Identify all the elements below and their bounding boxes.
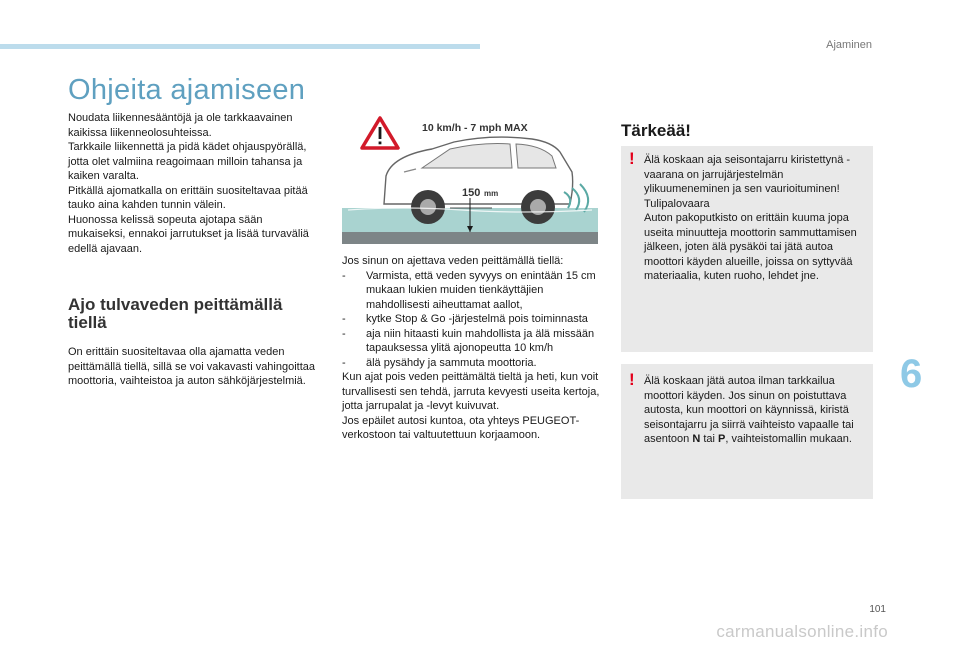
intro-paragraph: Huonossa kelissä sopeuta ajotapa sään mukaiseksi, ennakoi jarrutukset ja lisää turvaväliä edellä ajavaan. (68, 213, 309, 255)
list-item: - kytke Stop & Go -järjestelmä pois toiminnasta (342, 313, 588, 325)
page-number: 101 (869, 604, 886, 615)
warning-box (621, 146, 873, 352)
watermark: carmanualsonline.info (716, 622, 888, 641)
exclamation-icon: ! (629, 370, 635, 389)
speed-limit-label: 10 km/h - 7 mph MAX (422, 122, 528, 134)
road-surface (342, 232, 598, 244)
list-item-text: aja niin hitaasti kuin mahdollista ja älä missään tapauksessa ylitä ajonopeutta 10 km/h (366, 327, 595, 354)
depth-value: 150 (462, 187, 481, 199)
list-item-text: älä pysähdy ja sammuta moottoria. (366, 356, 537, 369)
chapter-number: 6 (900, 352, 923, 396)
gear-n: N (692, 433, 701, 445)
warning-text: Älä koskaan aja seisontajarru kiristettynä - vaarana on jarrujärjestelmän ylikuumeneminen ja sen vaurioituminen! (644, 154, 851, 195)
warning-text: Älä koskaan jätä autoa ilman tarkkailua moottori käyden. Jos sinun on poistuttava autosta, kun moottori on käynnissä, kiristä seisontajarru ja siirrä vaihteisto vapaalle tai asentoon N tai P, vaihteistomallin mukaan. (644, 375, 854, 445)
warning-text: Auton pakoputkisto on erittäin kuuma jopa useita minuutteja moottorin sammuttamisen jälkeen, joten älä pysäköi tai jätä autoa moottori käyden alueille, joissa on syttyvää materiaalia, kuten ruoho, lehdet jne. (644, 212, 857, 282)
header-bar (0, 44, 480, 49)
car-in-water-illustration (342, 112, 598, 244)
warning-text: Tulipalovaara (644, 197, 710, 210)
depth-unit: mm (484, 189, 499, 198)
intro-paragraph: Tarkkaile liikennettä ja pidä kädet ohjauspyörällä, jotta olet valmiina reagoimaan milloin tahansa ja kaiken varalta. (68, 141, 307, 182)
section-name: Ajaminen (826, 39, 872, 51)
instructions-lead: Jos sinun on ajettava veden peittämällä tiellä: (342, 255, 564, 267)
list-item: - aja niin hitaasti kuin mahdollista ja älä missään tapauksessa ylitä ajonopeutta 10 km/h (342, 327, 602, 356)
intro-text (68, 111, 318, 256)
list-item: - Varmista, että veden syvyys on enintään 15 cm mukaan lukien muiden tienkäyttäjien mahdollisesti aiheuttamat aallot, (342, 269, 602, 313)
water-driving-instructions (342, 254, 602, 443)
exclamation-icon: ! (629, 149, 635, 168)
gear-p: P (718, 433, 726, 445)
list-item-text: kytke Stop & Go -järjestelmä pois toiminnasta (366, 313, 588, 325)
important-title: Tärkeää! (621, 121, 691, 140)
list-item-text: Varmista, että veden syvyys on enintään 15 cm mukaan lukien muiden tienkäyttäjien mahdollisesti aiheuttamat aallot, (366, 269, 596, 311)
flood-section-title: Ajo tulvaveden peittämällä tiellä (68, 295, 283, 332)
intro-paragraph: Pitkällä ajomatkalla on erittäin suositeltavaa pitää tauko aina kahden tunnin välein. (68, 184, 308, 211)
flood-section-body: On erittäin suositeltavaa olla ajamatta veden peittämällä tiellä, sillä se voi vakavasti vahingoittaa moottoria, vaihteistoa ja auton sähköjärjestelmiä. (68, 346, 316, 387)
list-item: - älä pysähdy ja sammuta moottoria. (342, 356, 537, 369)
intro-paragraph: Noudata liikennesääntöjä ja ole tarkkaavainen kaikissa liikenneolosuhteissa. (68, 112, 293, 139)
warning-box (621, 364, 873, 499)
after-paragraph: Jos epäilet autosi kuntoa, ota yhteys PEUGEOT-verkostoon tai valtuutettuun korjaamoon. (342, 414, 580, 441)
page-title: Ohjeita ajamiseen (68, 74, 306, 106)
flooded-road-figure (342, 112, 598, 244)
warning-triangle-icon (362, 118, 398, 148)
after-paragraph: Kun ajat pois veden peittämältä tieltä ja heti, kun voit turvallisesti sen tehdä, jarruta kevyesti useita kertoja, jotta jarrupalat ja -levyt kuivuvat. (342, 371, 600, 412)
